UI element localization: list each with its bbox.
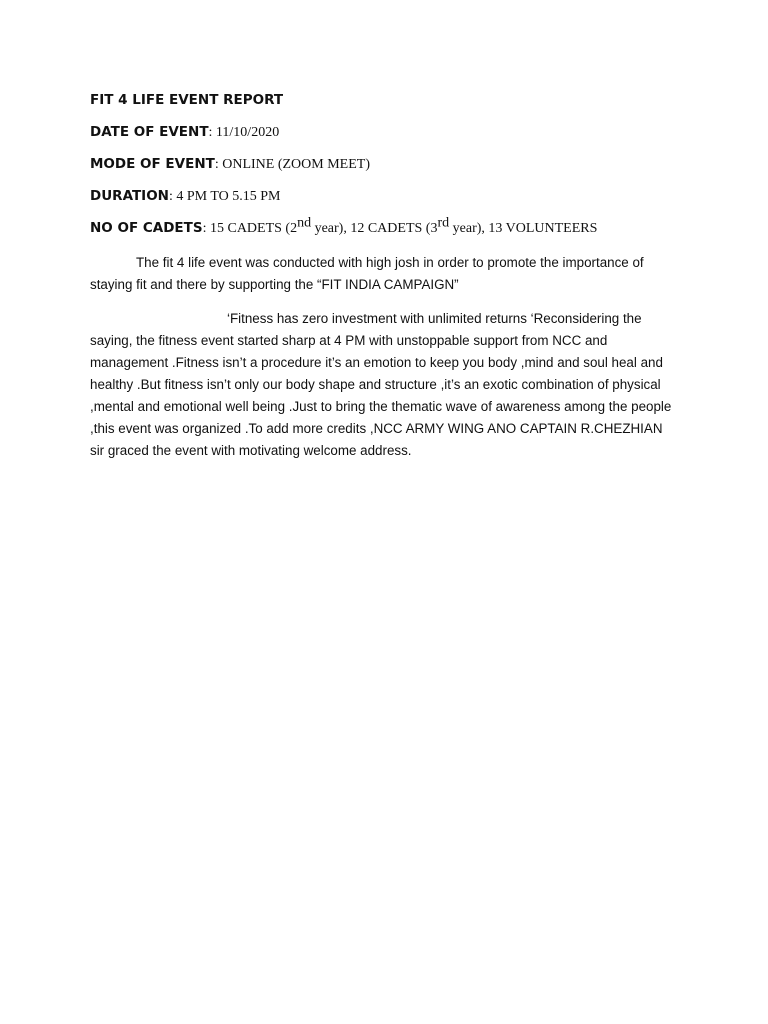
cadets-superscript-rd: rd bbox=[437, 215, 450, 231]
intro-paragraph: The fit 4 life event was conducted with high josh in order to promote the importance of staying fit and there by supporting the “FIT INDIA CAMPAIGN” bbox=[90, 255, 644, 292]
date-of-event-line bbox=[90, 123, 279, 142]
duration-label: DURATION bbox=[90, 188, 169, 204]
cadets-value-part-1: : 15 CADETS (2 bbox=[202, 221, 298, 236]
mode-of-event-label: MODE OF EVENT bbox=[90, 156, 215, 172]
cadets-value-part-3: year), 13 VOLUNTEERS bbox=[449, 221, 598, 236]
mode-of-event-line bbox=[90, 155, 370, 174]
date-of-event-label: DATE OF EVENT bbox=[90, 124, 209, 140]
date-of-event-value: : 11/10/2020 bbox=[208, 125, 280, 140]
no-of-cadets-line bbox=[90, 215, 598, 238]
no-of-cadets-label: NO OF CADETS bbox=[90, 220, 203, 236]
cadets-value-part-2: year), 12 CADETS (3 bbox=[311, 221, 438, 236]
mode-of-event-value: : ONLINE (ZOOM MEET) bbox=[214, 157, 370, 172]
report-title-text: FIT 4 LIFE EVENT REPORT bbox=[90, 92, 284, 108]
report-title bbox=[90, 91, 283, 110]
fitness-paragraph: ‘Fitness has zero investment with unlimited returns ‘Reconsidering the saying, the fitness event started sharp at 4 PM with unstoppable support from NCC and management .Fitness isn’t a procedure it’s an emotion to keep you body ,mind and soul heal and healthy .But fitness isn’t only our body shape and structure ,it’s an exotic combination of physical ,mental and emotional well being .Just to bring the thematic wave of awareness among the people ,this event was organized .To add more credits ,NCC ARMY WING ANO CAPTAIN R.CHEZHIAN sir graced the event with motivating welcome address. bbox=[90, 311, 672, 458]
duration-line bbox=[90, 187, 281, 206]
cadets-superscript-nd: nd bbox=[297, 215, 312, 231]
duration-value: : 4 PM TO 5.15 PM bbox=[168, 189, 281, 204]
